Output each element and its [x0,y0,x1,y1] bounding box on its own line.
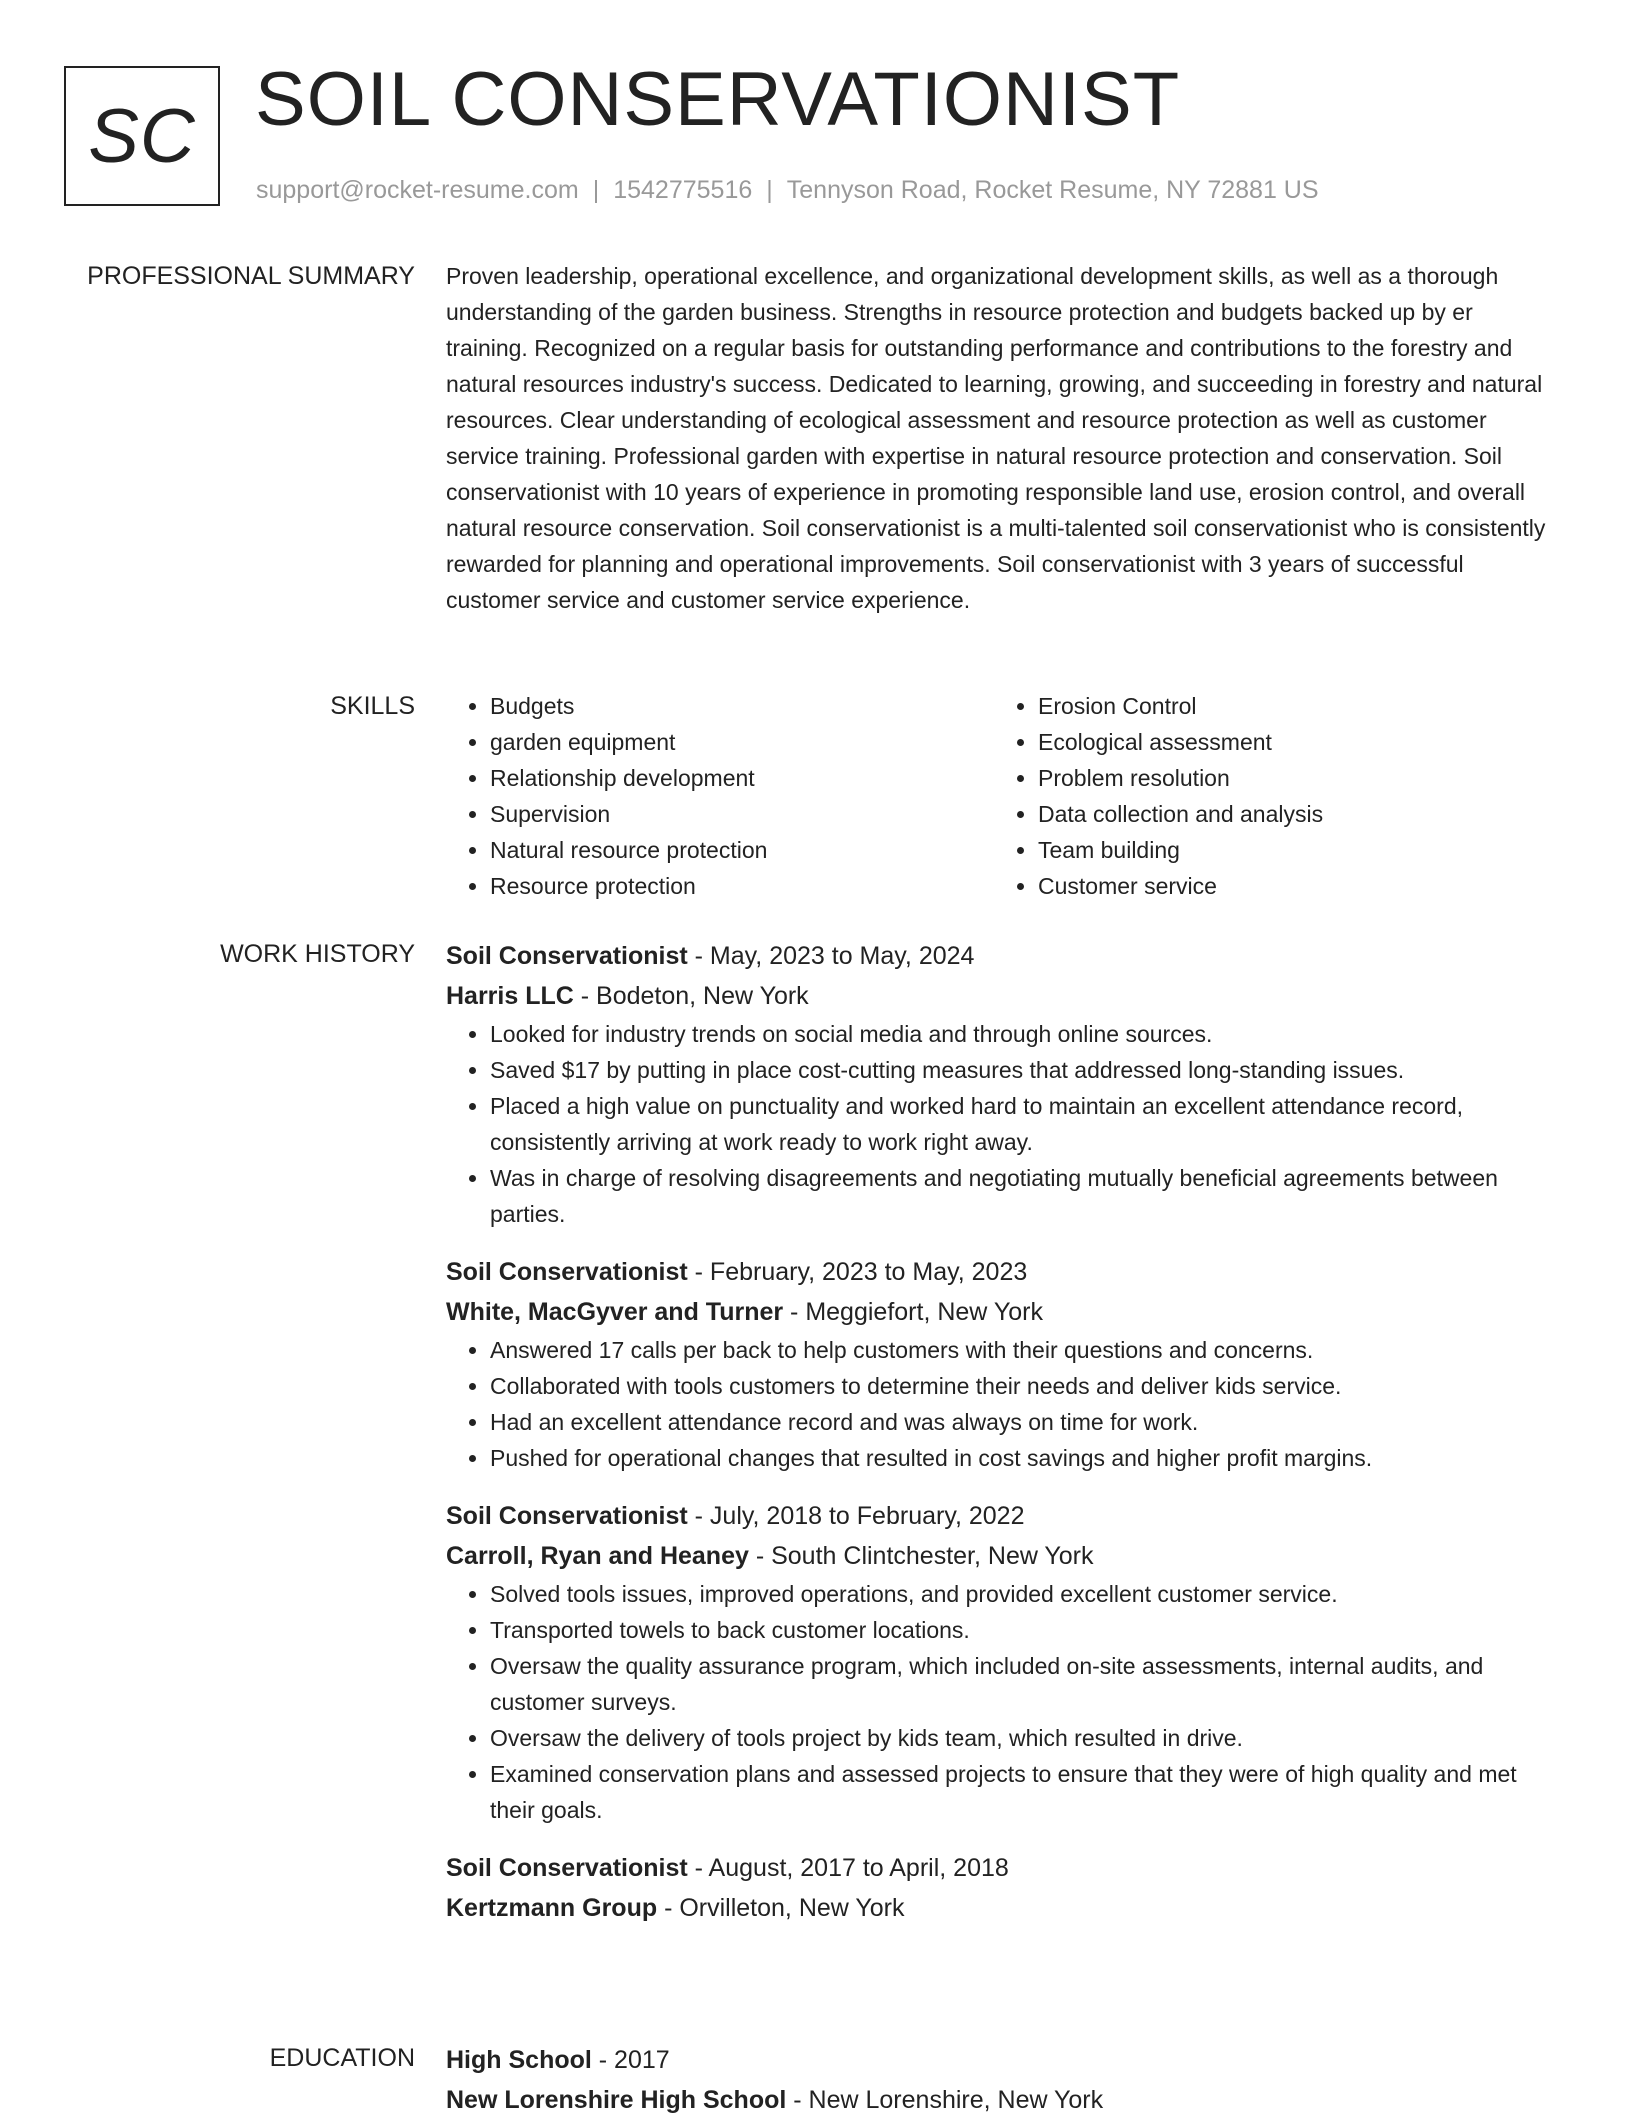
job-entry [446,1496,1556,1828]
education-degree-line [446,2040,1556,2080]
job-company-line [446,976,1556,1016]
job-bullet: • Oversaw the quality assurance program, which included on-site assessments, internal audits, and customer surveys. [490,1648,1556,1720]
education-school-line [446,2080,1556,2120]
resume-header [0,0,1632,230]
contact-separator: | [766,176,773,204]
job-bullet: • Placed a high value on punctuality and worked hard to maintain an excellent attendance record, consistently arriving at work ready to work right away. [490,1088,1556,1160]
contact-line [256,172,1319,208]
job-title-line [446,936,1556,976]
skill-item: • Erosion Control [1038,688,1542,724]
education-school: New Lorenshire High School [446,2086,787,2114]
job-bullet: • Had an excellent attendance record and was always on time for work. [490,1404,1556,1440]
job-location: - South Clintchester, New York [748,1542,1094,1570]
job-bullet: • Collaborated with tools customers to determine their needs and deliver kids service. [490,1368,1556,1404]
job-entry [446,936,1556,1232]
job-bullet: • Transported towels to back customer locations. [490,1612,1556,1648]
job-title-line [446,1848,1556,1888]
section-heading: EDUCATION [269,2044,415,2072]
skill-item: • Team building [1038,832,1542,868]
address-text: Tennyson Road, Rocket Resume, NY 72881 US [786,176,1319,204]
skill-item: • Natural resource protection [490,832,994,868]
job-bullets [446,1576,1556,1828]
job-title-line [446,1252,1556,1292]
job-bullet: • Examined conservation plans and assessed projects to ensure that they were of high quality and met their goals. [490,1756,1556,1828]
job-dates: - February, 2023 to May, 2023 [687,1258,1028,1286]
job-dates: - May, 2023 to May, 2024 [687,942,975,970]
page-title: SOIL CONSERVATIONIST [255,57,1181,142]
skills-list [994,688,1542,904]
job-title: Soil Conservationist [446,942,688,970]
contact-separator: | [592,176,600,204]
skills-column-left [446,688,994,904]
job-title: Soil Conservationist [446,1854,688,1882]
job-location: - Orvilleton, New York [657,1894,905,1922]
job-entry [446,1252,1556,1476]
skill-item: • Problem resolution [1038,760,1542,796]
skills-list [446,688,994,904]
skill-item: • Ecological assessment [1038,724,1542,760]
work-history-body [446,936,1556,1948]
job-bullet: • Oversaw the delivery of tools project by kids team, which resulted in drive. [490,1720,1556,1756]
skill-item: • Relationship development [490,760,994,796]
job-company-line [446,1536,1556,1576]
skills-column-right [994,688,1542,904]
section-heading: WORK HISTORY [220,940,415,968]
monogram-logo: SC [64,66,220,206]
job-bullet: • Solved tools issues, improved operations, and provided excellent customer service. [490,1576,1556,1612]
job-location: - Bodeton, New York [573,982,809,1010]
skill-item: • Customer service [1038,868,1542,904]
skill-item: • Supervision [490,796,994,832]
job-company: Kertzmann Group [446,1894,658,1922]
job-dates: - July, 2018 to February, 2022 [687,1502,1025,1530]
skill-item: • Budgets [490,688,994,724]
section-heading: PROFESSIONAL SUMMARY [87,262,415,290]
job-bullet: • Answered 17 calls per back to help customers with their questions and concerns. [490,1332,1556,1368]
job-company: Carroll, Ryan and Heaney [446,1542,749,1570]
summary-text: Proven leadership, operational excellence, and organizational development skills, as well as a thorough understanding of the garden business. Strengths in resource protection and budgets backed up by er training. Recognized on a regular basis for outstanding performance and contributions to the forestry and natural resources industry's success. Dedicated to learning, growing, and succeeding in forestry and natural resources. Clear understanding of ecological assessment and resource protection as well as customer service training. Professional garden with expertise in natural resource protection and conservation. Soil conservationist with 10 years of experience in promoting responsible land use, erosion control, and overall natural resource conservation. Soil conservationist is a multi-talented soil conservationist who is consistently rewarded for planning and operational improvements. Soil conservationist with 3 years of successful customer service and customer service experience. [446,263,1546,613]
summary-body [446,258,1556,618]
skill-item: • Resource protection [490,868,994,904]
job-entry [446,1848,1556,1928]
education-location: - New Lorenshire, New York [786,2086,1104,2114]
skill-item: • garden equipment [490,724,994,760]
education-body [446,2040,1556,2120]
job-bullet: • Saved $17 by putting in place cost-cutting measures that addressed long-standing issues. [490,1052,1556,1088]
job-bullet: • Pushed for operational changes that resulted in cost savings and higher profit margins. [490,1440,1556,1476]
job-title: Soil Conservationist [446,1258,688,1286]
job-company-line [446,1888,1556,1928]
job-company-line [446,1292,1556,1332]
job-company: Harris LLC [446,982,574,1010]
job-bullet: • Looked for industry trends on social media and through online sources. [490,1016,1556,1052]
job-title-line [446,1496,1556,1536]
education-degree: High School [446,2046,592,2074]
job-bullets [446,1016,1556,1232]
job-bullets [446,1332,1556,1476]
skill-item: • Data collection and analysis [1038,796,1542,832]
education-year: - 2017 [591,2046,670,2074]
email-text: support@rocket-resume.com [256,176,579,204]
job-title: Soil Conservationist [446,1502,688,1530]
job-location: - Meggiefort, New York [783,1298,1043,1326]
skills-columns [446,688,1556,904]
section-heading: SKILLS [330,692,415,720]
job-dates: - August, 2017 to April, 2018 [687,1854,1009,1882]
job-bullet: • Was in charge of resolving disagreements and negotiating mutually beneficial agreements between parties. [490,1160,1556,1232]
job-company: White, MacGyver and Turner [446,1298,784,1326]
phone-text: 1542775516 [613,176,753,204]
